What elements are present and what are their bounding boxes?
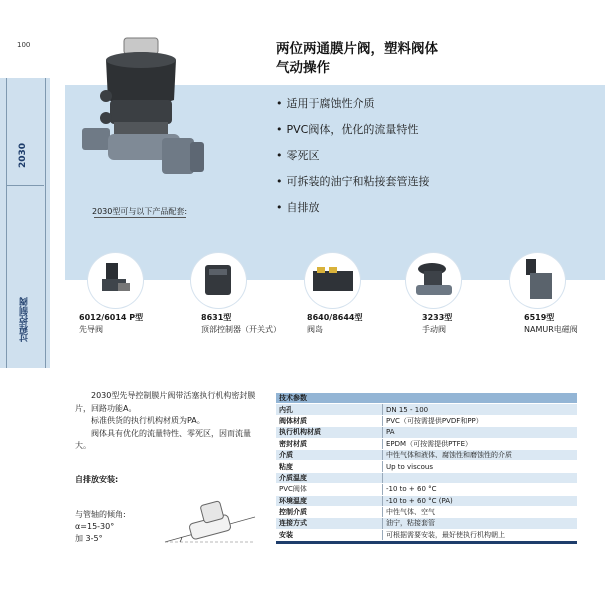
spec-row: [276, 484, 577, 495]
spec-row: [276, 506, 577, 517]
manual-valve-icon: [406, 253, 461, 308]
installation-line: 与管轴的倾角:: [75, 510, 126, 519]
combinable-label: 2030型可与以下产品配套:: [92, 207, 188, 216]
accessory-code: 8631型: [201, 313, 232, 322]
spec-key: 环境温度: [276, 495, 383, 506]
spec-table: [276, 393, 577, 541]
spec-value: PA: [383, 427, 578, 438]
spec-key: PVC阀体: [276, 484, 383, 495]
description-text: [75, 390, 260, 453]
feature-item: • PVC阀体，优化的流量特性: [276, 121, 430, 147]
accessory-desc: 先导阀: [79, 325, 103, 334]
spec-row: [276, 495, 577, 506]
product-title: [276, 40, 438, 78]
table-bottom-rule: [276, 541, 577, 544]
connector-line: [94, 217, 186, 218]
spec-key: 执行机构材质: [276, 427, 383, 438]
spec-row: [276, 415, 577, 426]
feature-item: • 零死区: [276, 147, 430, 173]
accessory-desc: NAMUR电磁阀: [524, 325, 578, 334]
spec-value: DN 15 - 100: [383, 404, 578, 415]
side-tab-model: 2030: [18, 142, 28, 168]
spec-value: -10 to + 60 °C: [383, 484, 578, 495]
spec-key: 控制介质: [276, 506, 383, 517]
spec-row: [276, 529, 577, 540]
accessory-desc: 阀岛: [307, 325, 323, 334]
accessory-desc: 手动阀: [422, 325, 446, 334]
spec-value: 中性气体、空气: [383, 506, 578, 517]
spec-key: 安装: [276, 529, 383, 540]
spec-table-header: 技术参数: [276, 393, 577, 404]
spec-row: [276, 438, 577, 449]
spec-row: [276, 404, 577, 415]
installation-angle-diagram: [160, 497, 260, 552]
spec-row: [276, 427, 577, 438]
spec-value: 油宁，粘接套管: [383, 518, 578, 529]
spec-value: 可根据需要安装，最好使执行机构朝上: [383, 529, 578, 540]
title-line-2: 气动操作: [276, 60, 330, 76]
description-paragraph: 阀体具有优化的流量特性、零死区，因而流量大。: [75, 428, 251, 450]
spec-key: 粘度: [276, 461, 383, 472]
description-paragraph: 2030型先导控制膜片阀带活塞执行机构密封膜片，回路功能A。: [75, 391, 256, 413]
spec-key: 阀体材质: [276, 415, 383, 426]
installation-notes: [75, 509, 126, 545]
feature-list: [276, 95, 430, 225]
spec-row: [276, 518, 577, 529]
description-paragraph: 标准供货的执行机构材质为PA。: [91, 416, 205, 425]
feature-item: • 自排放: [276, 199, 430, 225]
installation-line: 加 3-5°: [75, 534, 103, 543]
accessory-code: 6519型: [524, 313, 555, 322]
pilot-valve-icon: [88, 253, 143, 308]
spec-value: PVC（可按需提供PVDF和PP）: [383, 415, 578, 426]
spec-key: 密封材质: [276, 438, 383, 449]
spec-key: 内孔: [276, 404, 383, 415]
spec-row: [276, 472, 577, 483]
page-number: 100: [17, 41, 31, 49]
spec-value: -10 to + 60 °C (PA): [383, 495, 578, 506]
feature-item: • 适用于腐蚀性介质: [276, 95, 430, 121]
spec-value: EPDM（可按需提供PTFE）: [383, 438, 578, 449]
accessory-code: 6012/6014 P型: [79, 313, 144, 322]
spec-row: [276, 461, 577, 472]
accessory-code: 8640/8644型: [307, 313, 363, 322]
spec-value: [383, 472, 578, 483]
installation-title: 自排放安装:: [75, 475, 119, 484]
feature-item: • 可拆装的油宁和粘接套管连接: [276, 173, 430, 199]
diaphragm-valve-image: [70, 30, 220, 200]
installation-line: α=15-30°: [75, 522, 115, 531]
spec-row: [276, 449, 577, 460]
side-tab-category: 过程控制阀: [20, 297, 30, 343]
spec-key: 连接方式: [276, 518, 383, 529]
namur-solenoid-icon: [510, 253, 565, 308]
spec-value: 中性气体和液体、腐蚀性和磨蚀性的介质: [383, 449, 578, 460]
spec-key: 介质温度: [276, 472, 383, 483]
spec-key: 介质: [276, 449, 383, 460]
valve-island-icon: [305, 253, 360, 308]
accessory-code: 3233型: [422, 313, 453, 322]
top-control-icon: [191, 253, 246, 308]
accessory-desc: 顶部控制器（开关式）: [201, 325, 281, 334]
side-tab-divider: [6, 185, 44, 186]
spec-value: Up to viscous: [383, 461, 578, 472]
title-line-1: 两位两通膜片阀，塑料阀体: [276, 41, 438, 57]
